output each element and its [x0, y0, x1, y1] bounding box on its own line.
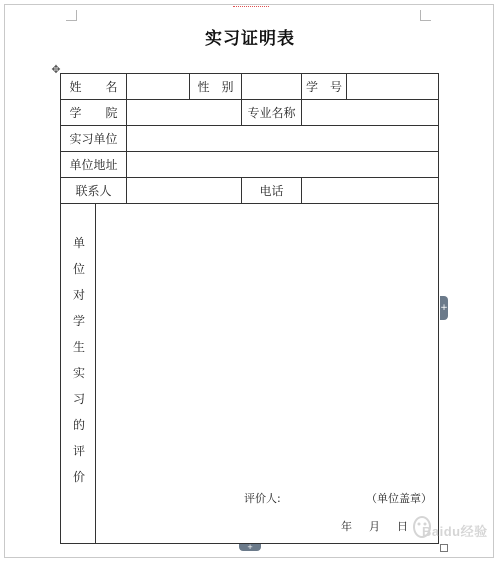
vertical-char: 生 — [72, 340, 85, 354]
name-label: 姓 名 — [60, 73, 127, 100]
major-label: 专业名称 — [242, 100, 302, 126]
vertical-char: 习 — [72, 392, 85, 406]
crop-mark-top-right — [420, 10, 431, 21]
company-value-cell[interactable] — [127, 126, 439, 152]
plus-icon[interactable]: + — [239, 544, 261, 551]
evaluation-vertical-label — [60, 204, 96, 544]
college-label: 学 院 — [60, 100, 127, 126]
vertical-char: 单 — [72, 236, 85, 250]
student-id-label: 学 号 — [302, 73, 347, 100]
gender-label: 性 别 — [190, 73, 242, 100]
watermark-text: Baidu经验 — [422, 524, 488, 539]
college-value-cell[interactable] — [127, 100, 242, 126]
contact-label: 联系人 — [60, 178, 127, 204]
evaluator-label: 评价人: — [244, 492, 281, 505]
vertical-char: 学 — [72, 314, 85, 328]
company-label: 实习单位 — [60, 126, 127, 152]
major-value-cell[interactable] — [302, 100, 439, 126]
gender-value-cell[interactable] — [242, 73, 302, 100]
phone-label: 电话 — [242, 178, 302, 204]
vertical-char: 评 — [72, 444, 85, 458]
move-icon[interactable]: ✥ — [51, 63, 61, 76]
watermark — [408, 507, 488, 547]
contact-value-cell[interactable] — [127, 178, 242, 204]
red-dotted-marker — [233, 6, 269, 7]
day-label: 日 — [397, 520, 408, 533]
plus-icon[interactable]: + — [440, 296, 448, 320]
address-label: 单位地址 — [60, 152, 127, 178]
name-value-cell[interactable] — [127, 73, 190, 100]
vertical-char: 位 — [72, 262, 85, 276]
document-title: 实习证明表 — [205, 29, 295, 49]
student-id-value-cell[interactable] — [347, 73, 439, 100]
vertical-char: 对 — [72, 288, 85, 302]
phone-value-cell[interactable] — [302, 178, 439, 204]
month-label: 月 — [369, 520, 380, 533]
vertical-char: 的 — [72, 418, 85, 432]
seal-label: （单位盖章） — [366, 492, 432, 505]
vertical-char: 价 — [72, 470, 85, 484]
year-label: 年 — [341, 520, 352, 533]
crop-mark-top-left — [66, 10, 77, 21]
address-value-cell[interactable] — [127, 152, 439, 178]
vertical-char: 实 — [72, 366, 85, 380]
internship-table — [60, 73, 439, 544]
